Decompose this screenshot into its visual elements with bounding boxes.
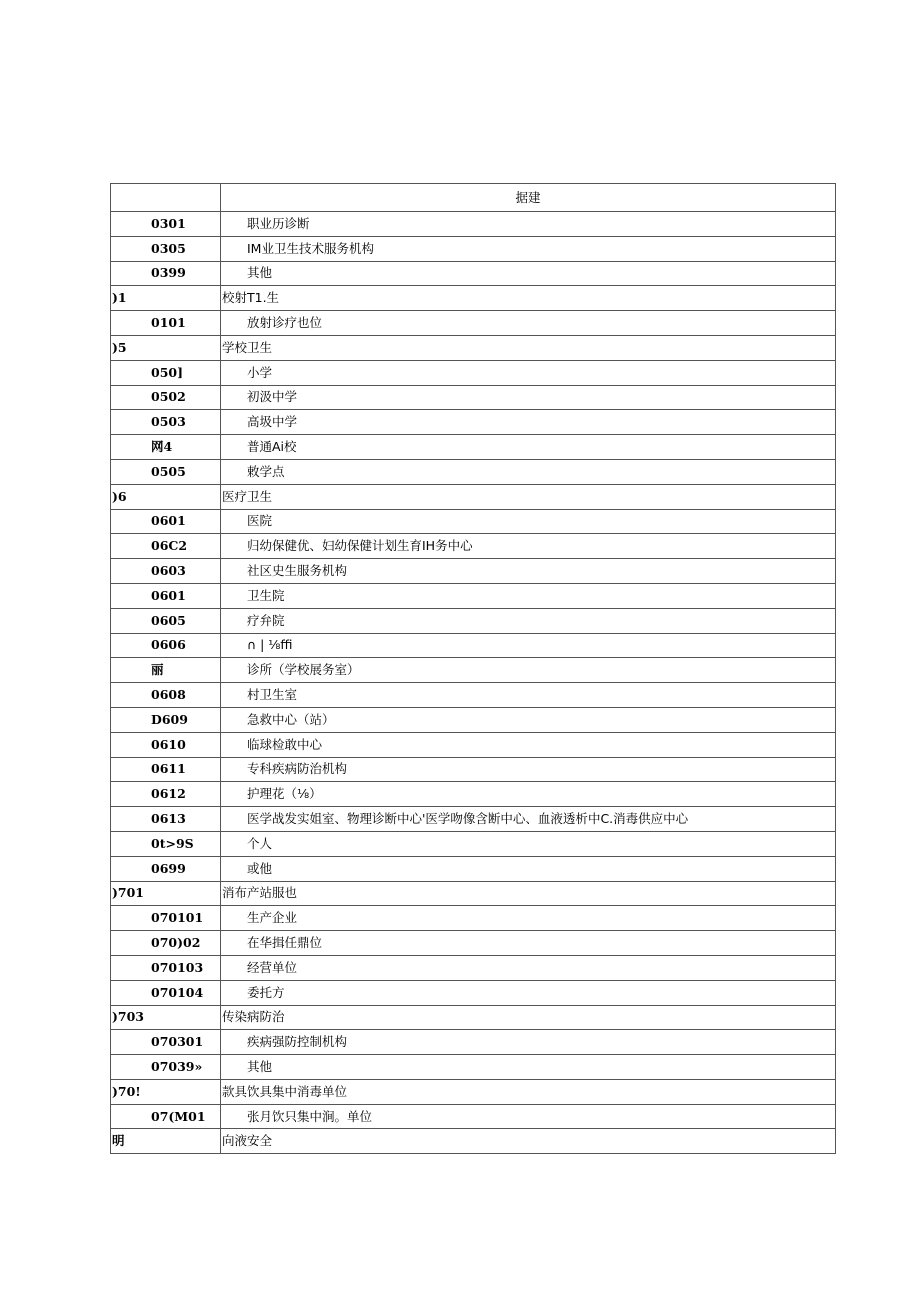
table-row xyxy=(111,633,836,658)
table-row xyxy=(111,1129,836,1154)
row-code-cell: 050] xyxy=(111,360,221,385)
row-name-cell: 其他 xyxy=(221,1055,836,1080)
row-code-cell: 0t>9S xyxy=(111,831,221,856)
row-name-cell: 在华揖任鼎位 xyxy=(221,931,836,956)
row-code-cell: 0301 xyxy=(111,212,221,237)
row-code-cell: 070104 xyxy=(111,980,221,1005)
row-name-cell: 经营单位 xyxy=(221,955,836,980)
row-name-cell: 消布产站服也 xyxy=(221,881,836,906)
row-code-cell: 0503 xyxy=(111,410,221,435)
row-name-cell: ∩ | ⅛ffi xyxy=(221,633,836,658)
row-name-cell: 小学 xyxy=(221,360,836,385)
row-name-cell: 临球检敢中心 xyxy=(221,732,836,757)
table-row xyxy=(111,955,836,980)
table-row xyxy=(111,261,836,286)
row-name-cell: 其他 xyxy=(221,261,836,286)
table-row xyxy=(111,906,836,931)
row-code-cell: 0611 xyxy=(111,757,221,782)
table-row xyxy=(111,410,836,435)
row-code-cell: 网4 xyxy=(111,435,221,460)
row-name-cell: 疾病强防控制机构 xyxy=(221,1030,836,1055)
row-name-cell: 学校卫生 xyxy=(221,335,836,360)
row-code-cell: )1 xyxy=(111,286,221,311)
table-row xyxy=(111,831,836,856)
row-code-cell: 07039» xyxy=(111,1055,221,1080)
header-code-cell xyxy=(111,184,221,212)
row-name-cell: 急救中心（站） xyxy=(221,707,836,732)
row-code-cell: 0608 xyxy=(111,683,221,708)
table-row xyxy=(111,1030,836,1055)
table-row xyxy=(111,683,836,708)
row-name-cell: 村卫生室 xyxy=(221,683,836,708)
table-row xyxy=(111,583,836,608)
table-row xyxy=(111,509,836,534)
row-code-cell: 丽 xyxy=(111,658,221,683)
row-code-cell: 0505 xyxy=(111,459,221,484)
table-row xyxy=(111,1104,836,1129)
row-name-cell: 职业历诊断 xyxy=(221,212,836,237)
row-code-cell: 0101 xyxy=(111,311,221,336)
row-code-cell: 06C2 xyxy=(111,534,221,559)
table-row xyxy=(111,1005,836,1030)
table-row xyxy=(111,559,836,584)
row-code-cell: 0601 xyxy=(111,583,221,608)
table-row xyxy=(111,757,836,782)
row-code-cell: 0603 xyxy=(111,559,221,584)
table-row xyxy=(111,807,836,832)
row-name-cell: 医院 xyxy=(221,509,836,534)
table-row xyxy=(111,732,836,757)
table-row xyxy=(111,782,836,807)
row-name-cell: 委托方 xyxy=(221,980,836,1005)
row-name-cell: 放射诊疗也位 xyxy=(221,311,836,336)
table-row xyxy=(111,1079,836,1104)
row-name-cell: 诊所（学校展务室） xyxy=(221,658,836,683)
table-row xyxy=(111,335,836,360)
row-code-cell: 0613 xyxy=(111,807,221,832)
table-body xyxy=(111,184,836,1154)
row-code-cell: 0606 xyxy=(111,633,221,658)
row-code-cell: 明 xyxy=(111,1129,221,1154)
row-code-cell: )701 xyxy=(111,881,221,906)
table-row xyxy=(111,534,836,559)
table-row xyxy=(111,707,836,732)
row-name-cell: 或他 xyxy=(221,856,836,881)
row-name-cell: 向液安全 xyxy=(221,1129,836,1154)
row-code-cell: )5 xyxy=(111,335,221,360)
header-name-cell: 据建 xyxy=(221,184,836,212)
row-code-cell: 0305 xyxy=(111,236,221,261)
row-name-cell: IM业卫生技术服务机构 xyxy=(221,236,836,261)
row-code-cell: 070301 xyxy=(111,1030,221,1055)
row-code-cell: 070103 xyxy=(111,955,221,980)
row-name-cell: 高圾中学 xyxy=(221,410,836,435)
table-row xyxy=(111,435,836,460)
row-code-cell: )703 xyxy=(111,1005,221,1030)
row-code-cell: 0399 xyxy=(111,261,221,286)
row-name-cell: 个人 xyxy=(221,831,836,856)
row-name-cell: 传染病防治 xyxy=(221,1005,836,1030)
row-name-cell: 普通Ai校 xyxy=(221,435,836,460)
table-row xyxy=(111,1055,836,1080)
table-row xyxy=(111,608,836,633)
row-name-cell: 敕学点 xyxy=(221,459,836,484)
row-code-cell: )70! xyxy=(111,1079,221,1104)
row-code-cell: 0605 xyxy=(111,608,221,633)
row-name-cell: 护理花（⅛） xyxy=(221,782,836,807)
row-code-cell: 0502 xyxy=(111,385,221,410)
table-row xyxy=(111,931,836,956)
header-row xyxy=(111,184,836,212)
table-row xyxy=(111,980,836,1005)
table-row xyxy=(111,856,836,881)
table-row xyxy=(111,360,836,385)
table-row xyxy=(111,236,836,261)
table-row xyxy=(111,311,836,336)
row-code-cell: 070)02 xyxy=(111,931,221,956)
row-name-cell: 医学战发实姐室、物理诊断中心'医学吻像含断中心、血液透析中C.消毒供应中心 xyxy=(221,807,836,832)
row-code-cell: 070101 xyxy=(111,906,221,931)
table-row xyxy=(111,658,836,683)
row-code-cell: D609 xyxy=(111,707,221,732)
row-name-cell: 张月饮只集中涧。单位 xyxy=(221,1104,836,1129)
row-name-cell: 归幼保健优、妇幼保健计划生育IH务中心 xyxy=(221,534,836,559)
table-row xyxy=(111,459,836,484)
row-name-cell: 疗弁院 xyxy=(221,608,836,633)
table-row xyxy=(111,385,836,410)
row-name-cell: 社区史生服务机构 xyxy=(221,559,836,584)
row-code-cell: )6 xyxy=(111,484,221,509)
row-code-cell: 07(M01 xyxy=(111,1104,221,1129)
table-row xyxy=(111,881,836,906)
row-name-cell: 初汲中学 xyxy=(221,385,836,410)
row-name-cell: 校射T1.生 xyxy=(221,286,836,311)
table-row xyxy=(111,484,836,509)
row-name-cell: 专科疾病防治机构 xyxy=(221,757,836,782)
row-name-cell: 生产企业 xyxy=(221,906,836,931)
row-code-cell: 0612 xyxy=(111,782,221,807)
row-name-cell: 医疗卫生 xyxy=(221,484,836,509)
row-name-cell: 款具饮具集中消毒单位 xyxy=(221,1079,836,1104)
row-code-cell: 0699 xyxy=(111,856,221,881)
table-row xyxy=(111,286,836,311)
table-row xyxy=(111,212,836,237)
row-code-cell: 0601 xyxy=(111,509,221,534)
row-code-cell: 0610 xyxy=(111,732,221,757)
row-name-cell: 卫生院 xyxy=(221,583,836,608)
code-table xyxy=(110,183,836,1154)
